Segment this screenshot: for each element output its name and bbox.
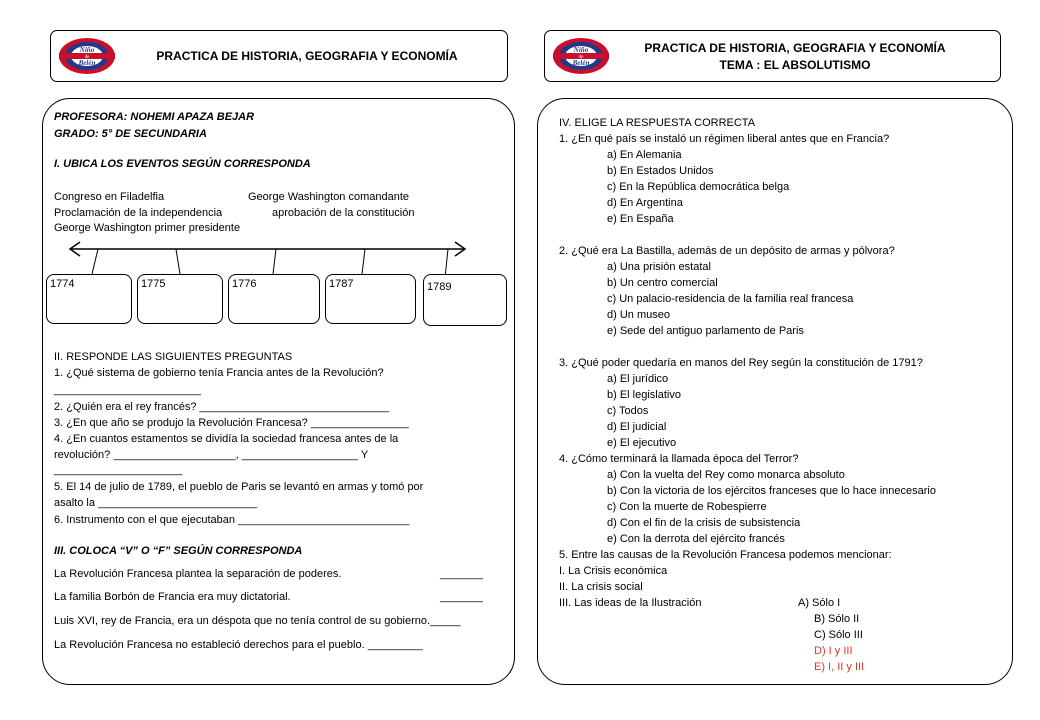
svg-text:Niño: Niño	[79, 46, 95, 54]
school-logo	[57, 36, 117, 76]
left-header-title: PRACTICA DE HISTORIA, GEOGRAFIA Y ECONOMÍA	[156, 49, 458, 63]
question-line: 6. Instrumento con el que ejecutaban ____________________________	[54, 514, 410, 526]
timeline-year: 1774	[50, 278, 75, 290]
event-item: aprobación de la constitución	[272, 207, 415, 219]
option: c) Todos	[607, 405, 649, 417]
grade-label: GRADO: 5° DE SECUNDARIA	[54, 128, 207, 140]
timeline-year: 1789	[427, 281, 452, 293]
option: b) El legislativo	[607, 389, 681, 401]
vf-statement: Luis XVI, rey de Francia, era un déspota que no tenía control de su gobierno._____	[54, 615, 461, 627]
left-header	[50, 30, 508, 82]
timeline-arrow	[60, 238, 480, 278]
question-line: ________________________	[54, 384, 201, 396]
svg-text:Belén: Belén	[78, 59, 96, 67]
cause-item: III. Las ideas de la Ilustración	[559, 597, 702, 609]
question-5: 5. Entre las causas de la Revolución Francesa podemos mencionar:	[559, 549, 892, 561]
q5-option: A) Sólo I	[798, 597, 841, 609]
section3-title: III. COLOCA “V” O “F” SEGÚN CORRESPONDA	[54, 545, 303, 557]
event-item: Congreso en Filadelfia	[54, 191, 165, 203]
event-item: George Washington comandante	[248, 191, 410, 203]
timeline-box-1775[interactable]	[137, 274, 223, 324]
option: c) Con la muerte de Robespierre	[607, 501, 767, 513]
vf-statement: La familia Borbón de Francia era muy dictatorial.	[54, 591, 291, 603]
option: a) Una prisión estatal	[607, 261, 711, 273]
vf-answer-blank: _______	[440, 591, 483, 603]
q5-option: B) Sólo II	[814, 613, 860, 625]
timeline-year: 1787	[329, 278, 354, 290]
q5-option-highlighted: D) I y III	[814, 645, 853, 657]
question-line: 4. ¿En cuantos estamentos se dividía la sociedad francesa antes de la	[54, 433, 399, 445]
timeline-box-1787[interactable]	[325, 274, 416, 324]
question: 1. ¿En qué país se instaló un régimen liberal antes que en Francia?	[559, 133, 890, 145]
option: c) En la República democrática belga	[607, 181, 790, 193]
question-line: _____________________	[54, 464, 183, 476]
option: d) En Argentina	[607, 197, 683, 209]
right-header-subtitle: TEMA : EL ABSOLUTISMO	[719, 58, 871, 72]
question-line: 2. ¿Quién era el rey francés? _______________________________	[54, 401, 390, 413]
event-item: Proclamación de la independencia	[54, 207, 223, 219]
event-item: George Washington primer presidente	[54, 222, 241, 234]
option: a) El jurídico	[607, 373, 669, 385]
section1-title: I. UBICA LOS EVENTOS SEGÚN CORRESPONDA	[54, 158, 311, 170]
vf-statement: La Revolución Francesa no estableció derechos para el pueblo. _________	[54, 639, 423, 651]
question: 4. ¿Cómo terminará la llamada época del Terror?	[559, 453, 799, 465]
timeline-box-1776[interactable]	[228, 274, 320, 324]
vf-answer-blank: _______	[440, 568, 483, 580]
cause-item: I. La Crisis económica	[559, 565, 668, 577]
option: e) El ejecutivo	[607, 437, 677, 449]
svg-text:de: de	[84, 55, 90, 60]
question-line: revolución? ____________________, ___________________ Y	[54, 449, 369, 461]
svg-text:de: de	[578, 55, 584, 60]
option: b) Un centro comercial	[607, 277, 718, 289]
option: d) El judicial	[607, 421, 667, 433]
question-line: 5. El 14 de julio de 1789, el pueblo de Paris se levantó en armas y tomó por	[54, 481, 424, 493]
question-line: 1. ¿Qué sistema de gobierno tenía Francia antes de la Revolución?	[54, 367, 384, 379]
cause-item: II. La crisis social	[559, 581, 643, 593]
option: b) En Estados Unidos	[607, 165, 714, 177]
option: e) Sede del antiguo parlamento de Paris	[607, 325, 804, 337]
timeline-box-1789[interactable]	[423, 274, 507, 326]
option: a) En Alemania	[607, 149, 682, 161]
option: a) Con la vuelta del Rey como monarca absoluto	[607, 469, 845, 481]
option: e) En España	[607, 213, 674, 225]
svg-text:Belén: Belén	[572, 59, 590, 67]
question: 2. ¿Qué era La Bastilla, además de un depósito de armas y pólvora?	[559, 245, 895, 257]
question: 3. ¿Qué poder quedaría en manos del Rey según la constitución de 1791?	[559, 357, 923, 369]
school-logo	[551, 36, 611, 76]
teacher-name: PROFESORA: NOHEMI APAZA BEJAR	[54, 111, 255, 123]
section4-title: IV. ELIGE LA RESPUESTA CORRECTA	[559, 117, 756, 129]
option: e) Con la derrota del ejército francés	[607, 533, 785, 545]
option: d) Un museo	[607, 309, 670, 321]
option: d) Con el fin de la crisis de subsistencia	[607, 517, 801, 529]
svg-text:Niño: Niño	[573, 46, 589, 54]
vf-statement: La Revolución Francesa plantea la separación de poderes.	[54, 568, 342, 580]
timeline-box-1774[interactable]	[46, 274, 132, 324]
question-line: asalto la __________________________	[54, 497, 258, 509]
timeline-year: 1776	[232, 278, 257, 290]
q5-option: C) Sólo III	[814, 629, 863, 641]
right-header	[544, 30, 1001, 82]
section2-title: II. RESPONDE LAS SIGUIENTES PREGUNTAS	[54, 351, 293, 363]
question-line: 3. ¿En que año se produjo la Revolución Francesa? ________________	[54, 417, 409, 429]
q5-option-highlighted: E) I, II y III	[814, 661, 865, 673]
timeline-year: 1775	[141, 278, 166, 290]
option: b) Con la victoria de los ejércitos franceses que lo hace innecesario	[607, 485, 936, 497]
option: c) Un palacio-residencia de la familia real francesa	[607, 293, 854, 305]
right-header-title: PRACTICA DE HISTORIA, GEOGRAFIA Y ECONOMÍA	[644, 41, 946, 55]
